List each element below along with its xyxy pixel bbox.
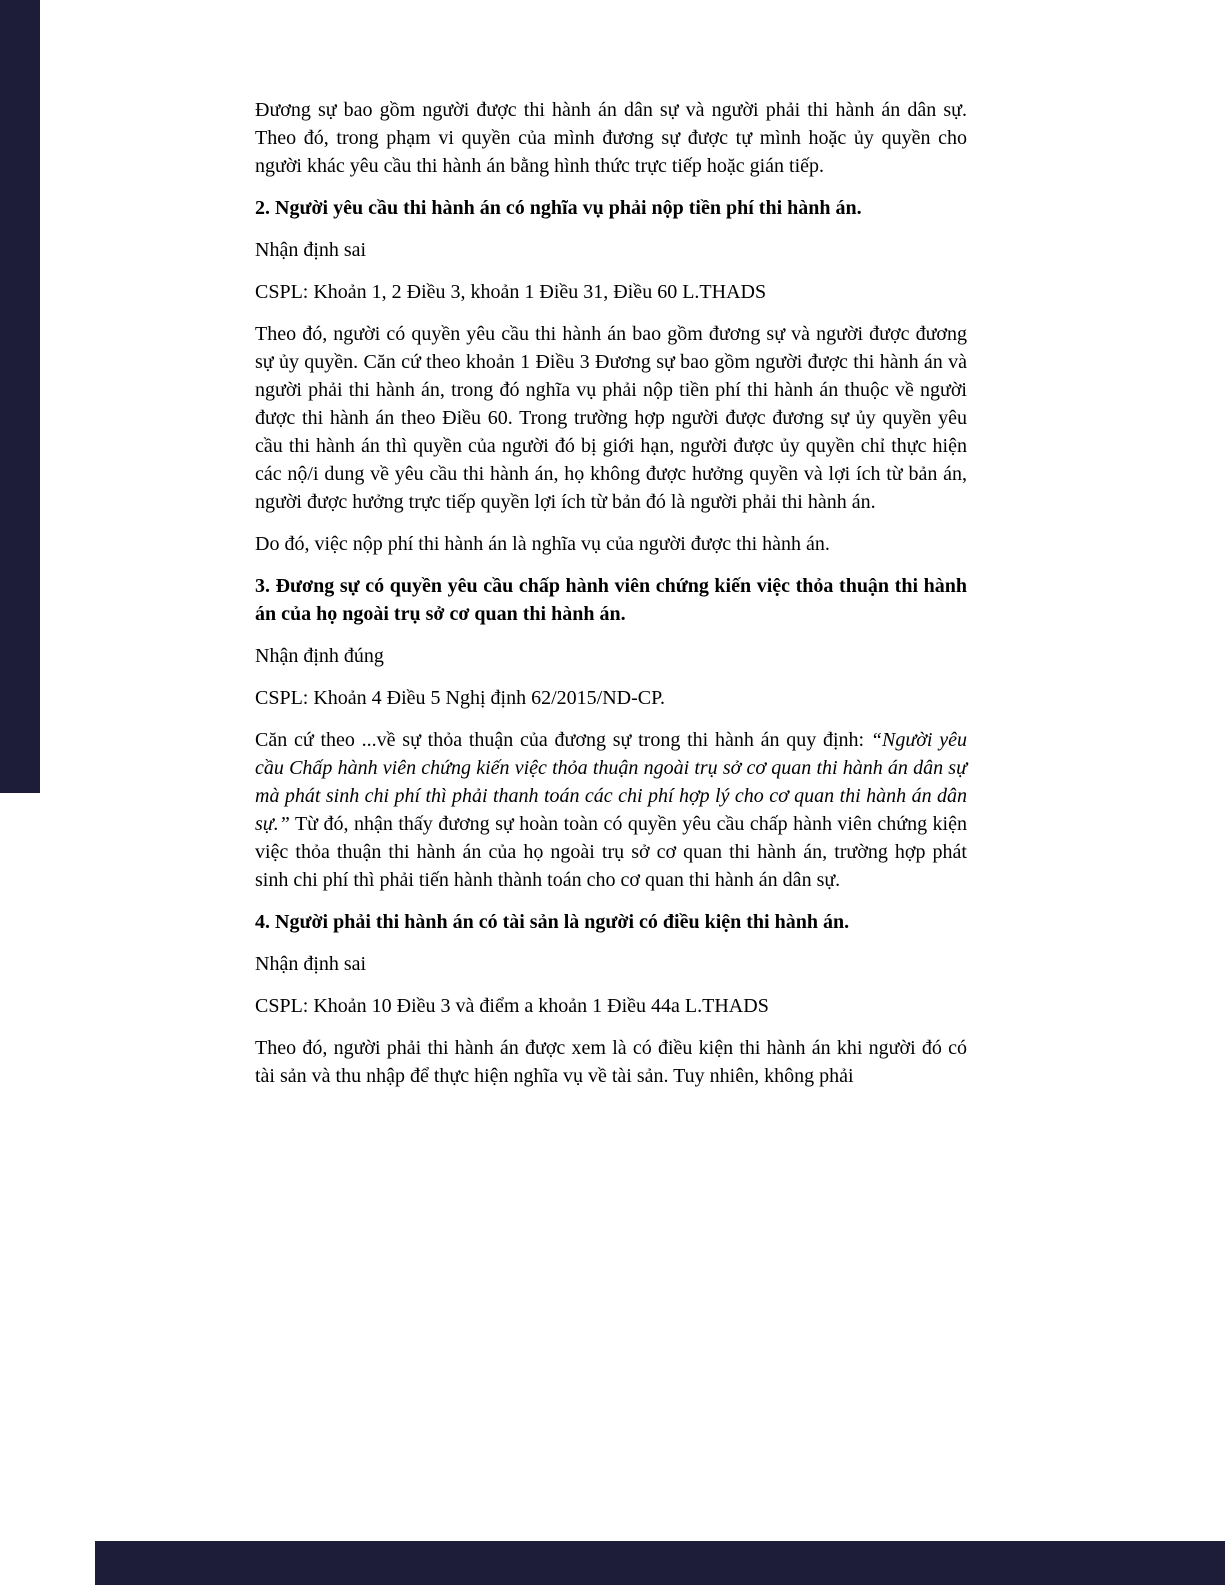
paragraph-3 [255,278,967,306]
viewer-background-left-band [0,0,40,793]
text-run: 4. Người phải thi hành án có tài sản là người có điều kiện thi hành án. [255,911,850,933]
text-run: Nhận định sai [255,953,367,975]
paragraph-4 [255,320,967,516]
text-run: Nhận định sai [255,239,367,261]
text-run: Theo đó, người phải thi hành án được xem là có điều kiện thi hành án khi người đó có tài sản và thu nhập để thực hiện nghĩa vụ về tài sản. Tuy nhiên, không phải [255,1037,967,1087]
text-run: Nhận định đúng [255,645,384,667]
paragraph-0 [255,96,967,180]
text-run: “Người yêu cầu Chấp hành viên chứng kiến việc thỏa thuận ngoài trụ sở cơ quan thi hành án dân sự mà phát sinh chi phí thì phải thanh toán các chi phí hợp lý cho cơ quan thi hành án dân sự.” [255,729,967,835]
text-run: 2. Người yêu cầu thi hành án có nghĩa vụ phải nộp tiền phí thi hành án. [255,197,862,219]
text-run: Đương sự bao gồm người được thi hành án dân sự và người phải thi hành án dân sự. Theo đó, trong phạm vi quyền của mình đương sự được tự mình hoặc ủy quyền cho người khác yêu cầu thi hành án bằng hình thức trực tiếp hoặc gián tiếp. [255,99,967,177]
text-run: CSPL: Khoản 1, 2 Điều 3, khoản 1 Điều 31, Điều 60 L.THADS [255,281,767,303]
paragraph-2 [255,236,967,264]
paragraph-8 [255,684,967,712]
paragraph-11 [255,950,967,978]
text-run: Do đó, việc nộp phí thi hành án là nghĩa vụ của người được thi hành án. [255,533,830,555]
viewer-background-bottom-band [95,1541,1225,1585]
paragraph-9 [255,726,967,894]
heading-6 [255,572,967,628]
paragraph-5 [255,530,967,558]
text-run: CSPL: Khoản 4 Điều 5 Nghị định 62/2015/ND-CP. [255,687,666,709]
text-run: 3. Đương sự có quyền yêu cầu chấp hành viên chứng kiến việc thỏa thuận thi hành án của họ ngoài trụ sở cơ quan thi hành án. [255,575,967,625]
text-run: CSPL: Khoản 10 Điều 3 và điểm a khoản 1 Điều 44a L.THADS [255,995,769,1017]
paragraph-12 [255,992,967,1020]
document-content [255,96,967,1104]
heading-10 [255,908,967,936]
paragraph-13 [255,1034,967,1090]
heading-1 [255,194,967,222]
text-run: Từ đó, nhận thấy đương sự hoàn toàn có quyền yêu cầu chấp hành viên chứng kiện việc thỏa thuận thi hành án của họ ngoài trụ sở cơ quan thi hành án, trường hợp phát sinh chi phí thì phải tiến hành thành toán cho cơ quan thi hành án dân sự. [255,813,967,891]
text-run: Theo đó, người có quyền yêu cầu thi hành án bao gồm đương sự và người được đương sự ủy quyền. Căn cứ theo khoản 1 Điều 3 Đương sự bao gồm người được thi hành án và người phải thi hành án, trong đó nghĩa vụ phải nộp tiền phí thi hành án thuộc về người được thi hành án theo Điều 60. Trong trường hợp người được đương sự ủy quyền yêu cầu thi hành án thì quyền của người đó bị giới hạn, người được ủy quyền chỉ thực hiện các nộ/i dung về yêu cầu thi hành án, họ không được hưởng quyền và lợi ích từ bản án, người được hưởng trực tiếp quyền lợi ích từ bản đó là người phải thi hành án. [255,323,967,513]
paragraph-7 [255,642,967,670]
text-run: Căn cứ theo ...về sự thỏa thuận của đương sự trong thi hành án quy định: [255,729,871,751]
